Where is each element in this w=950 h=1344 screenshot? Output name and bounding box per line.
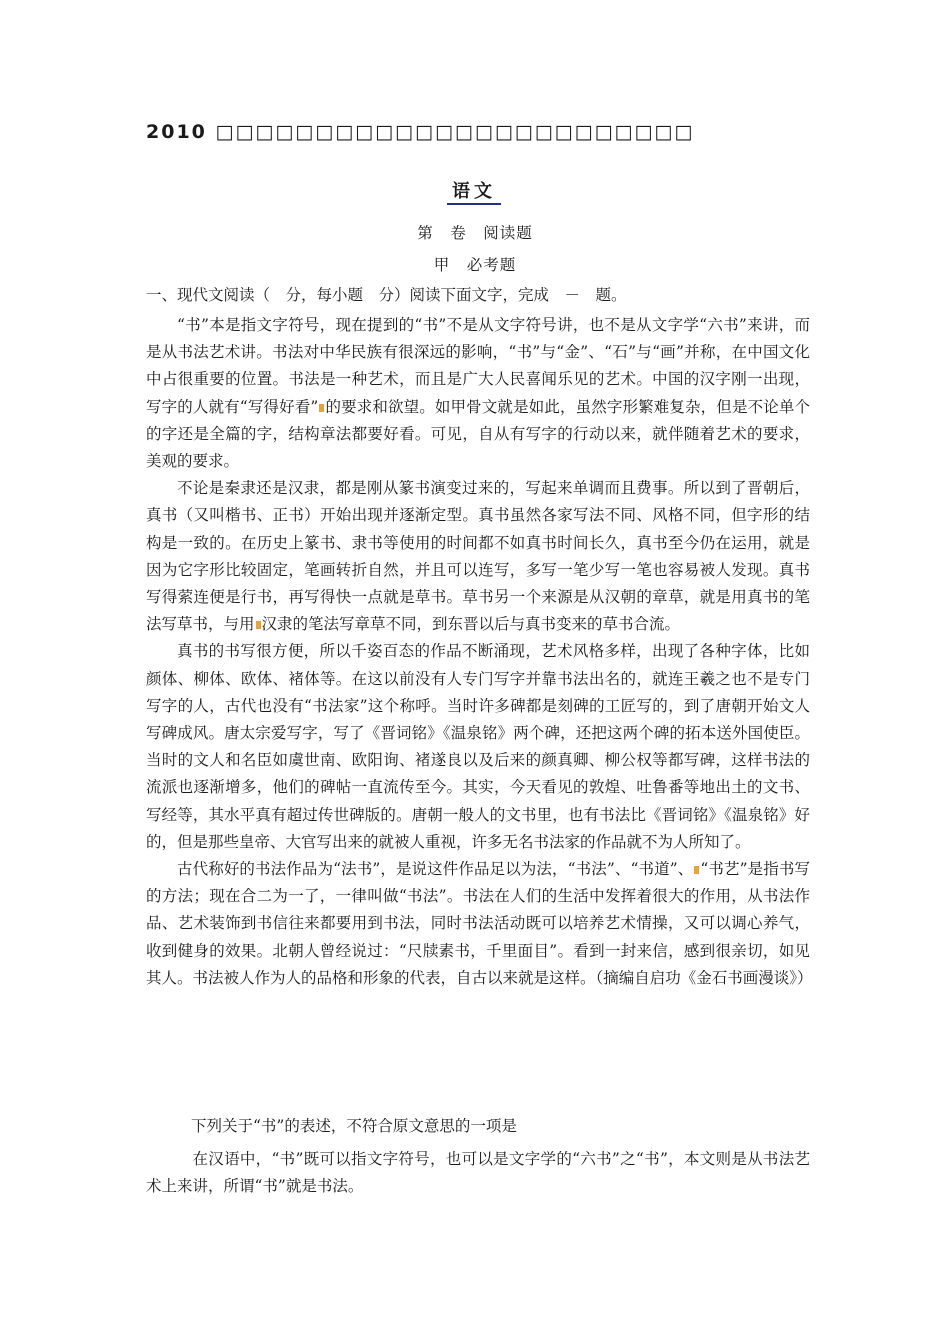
passage-paragraph-1 [146,312,810,475]
passage-text: “书艺”是指书写的方法；现在合二为一了，一律叫做“书法”。书法在人们的生活中发挥着很大的作用，从书法作品、艺术装饰到书信往来都要用到书法，同时书法活动既可以培养艺术情操，又可以调心养气，收到健身的效果。北朝人曾经说过：“尺牍素书，千里面目”。看到一封来信，感到很亲切，如见其人。书法被人作为人的品格和形象的代表，自古以来就是这样。（摘编自启功《金石书画漫谈》） [146,860,813,987]
passage-paragraph-4 [146,856,813,992]
reading-passage [146,312,813,992]
passage-paragraph-3: 真书的书写很方便，所以千姿百态的作品不断涌现，艺术风格多样，出现了各种字体，比如颜体、柳体、欧体、褚体等。在这以前没有人专门写字并靠书法出名的，就连王羲之也不是专门写字的人，古代也没有“书法家”这个称呼。当时许多碑都是刻碑的工匠写的，到了唐朝开始文人写碑成风。唐太宗爱写字，写了《晋词铭》《温泉铭》两个碑，还把这两个碑的拓本送外国使臣。当时的文人和名臣如虞世南、欧阳询、褚遂良以及后来的颜真卿、柳公权等都写碑，这样书法的流派也逐渐增多，他们的碑帖一直流传至今。其实，今天看见的敦煌、吐鲁番等地出土的文书、写经等，其水平真有超过传世碑版的。唐朝一般人的文书里，也有书法比《晋词铭》《温泉铭》好的，但是那些皇帝、大官写出来的就被人重视，许多无名书法家的作品就不为人所知了。 [146,642,810,851]
subject-underline [447,203,501,205]
page-title: 2010 □□□□□□□□□□□□□□□□□□□□□□□□ [146,121,695,143]
question-intro: 一、现代文阅读（ 分，每小题 分）阅读下面文字，完成 － 题。 [146,286,627,304]
passage-paragraph-2 [146,475,810,638]
question-stem: 下列关于“书”的表述，不符合原文意思的一项是 [191,1117,517,1135]
highlight-mark [319,404,324,412]
highlight-mark [694,866,699,874]
subject-title: 语文 [452,181,496,202]
passage-text: 的要求和欲望。如甲骨文就是如此，虽然字形繁难复杂，但是不论单个的字还是全篇的字，结构章法都要好看。可见，自从有写字的行动以来，就伴随着艺术的要求，美观的要求。 [146,397,810,471]
passage-text: 汉隶的笔法写章草不同，到东晋以后与真书变来的草书合流。 [261,615,681,634]
passage-text: “书”本是指文字符号，现在提到的“书”不是从文字符号讲，也不是从文字学“六书”来讲，而是从书法艺术讲。书法对中华民族有很深远的影响，“书”与“金”、“石”与“画”并称，在中国文化中占很重要的位置。书法是一种艺术，而且是广大人民喜闻乐见的艺术。中国的汉字刚一出现，写字的人就有“写得好看” [146,316,810,416]
subsection-heading: 甲 必考题 [433,256,517,274]
answer-option-a: 在汉语中，“书”既可以指文字符号，也可以是文字学的“六书”之“书”，本文则是从书法艺术上来讲，所谓“书”就是书法。 [146,1150,810,1196]
section-heading: 第 卷 阅读题 [417,224,533,242]
passage-text: 古代称好的书法作品为“法书”，是说这件作品足以为法，“书法”、“书道”、 [177,860,694,879]
passage-text: 不论是秦隶还是汉隶，都是刚从篆书演变过来的，写起来单调而且费事。所以到了晋朝后，真书（又叫楷书、正书）开始出现并逐渐定型。真书虽然各家写法不同、风格不同，但字形的结构是一致的。在历史上篆书、隶书等使用的时间都不如真书时间长久，真书至今仍在运用，就是因为它字形比较固定，笔画转折自然，并且可以连写，多写一笔少写一笔也容易被人发现。真书写得萦连便是行书，再写得快一点就是草书。草书另一个来源是从汉朝的章草，就是用真书的笔法写草书，与用 [146,479,810,634]
highlight-mark [256,621,261,629]
